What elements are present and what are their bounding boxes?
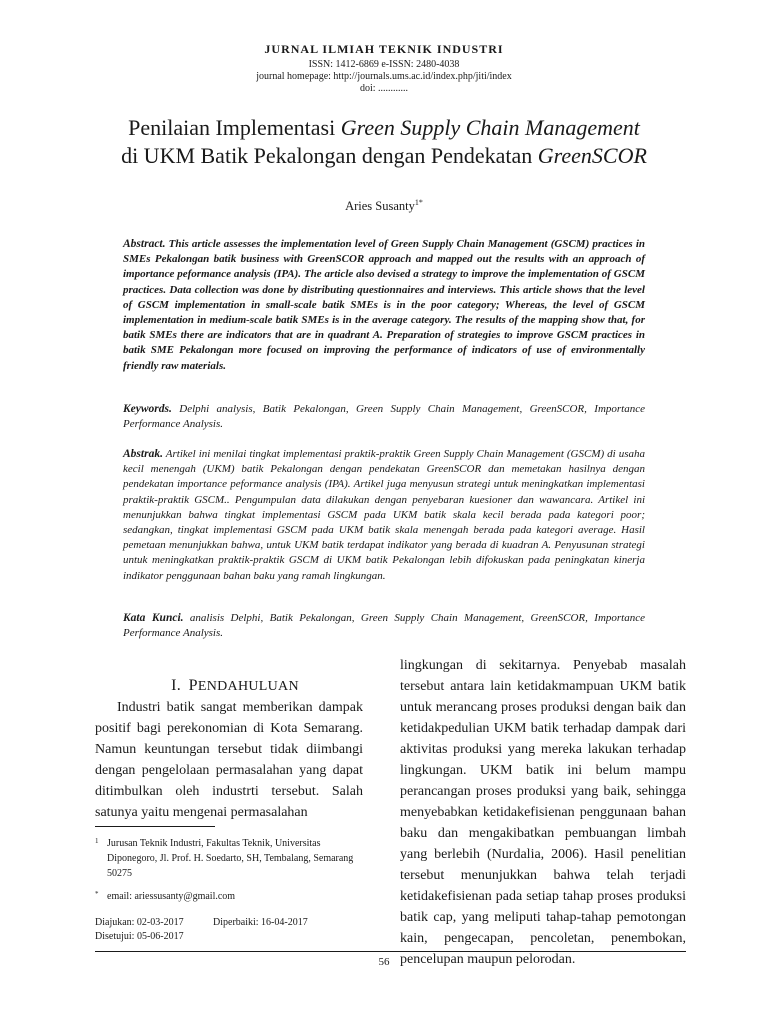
- footnote-affiliation: 1 Jurusan Teknik Industri, Fakultas Teknik, Universitas Diponegoro, Jl. Prof. H. Soedarto, SH, Tembalang, Semarang 50275: [95, 837, 354, 879]
- page-footer-rule: [95, 951, 686, 952]
- footnote-email: * email: ariessusanty@gmail.com: [95, 890, 236, 902]
- journal-name: JURNAL ILMIAH TEKNIK INDUSTRI: [264, 42, 504, 56]
- body-text-right: lingkungan di sekitarnya. Penyebab masalah tersebut antara lain ketidakmampuan UKM batik untuk merancang proses produksi dengan baik dan ketidakpedulian UKM batik terhadap dampak dari aktivitas produksi yang mereka lakukan terhadap lingkungan. UKM batik ini belum mampu perancangan proses produksi yang baik, sehingga menyebabkan ketidakefisienan penggunaan bahan baku dan mengakibatkan pembuangan limbah yang berlebih (Nurdalia, 2006). Hasil penelitian tersebut menunjukkan bahwa telah terjadi ketidakefisienan pada setiap tahap proses produksi batik cap, yang meliputi tahap-tahap pemotongan kain, pengecapan, pencoletan, penembokan, pencelupan maupun pelorodan.: [400, 658, 686, 967]
- author: Aries Susanty$^{1*}$: [345, 198, 423, 214]
- abstract-indonesian: Abstrak. Artikel ini menilai tingkat implementasi praktik-praktik Green Supply Chain Management (GSCM) di usaha kecil menengah (UKM) batik Pekalongan dengan pendekatan GreenSCOR dan memetakan hasilnya dengan pendekatan importance peformance analysis (IPA). Artikel juga menyusun strategi untuk meningkatkan implementasi praktik-praktik GSCM.. Pengumpulan data dilakukan dengan penyebaran kuesioner dan wawancara. Artikel ini menunjukkan bahwa tingkat implementasi GSCM pada UKM batik skala kecil berada pada kategori poor; sedangkan, tingkat implementasi GSCM pada UKM batik skala menengah berada pada kategori average. Hasil pemetaan menunjukkan bahwa, untuk UKM batik terdapat indikator yang berada di kuadran A. Penyusunan strategi untuk meningkatkan praktik-praktik GSCM di UKM batik Pekalongan lebih difokuskan pada peningkatan kinerja indikator penggunaan bahan baku yang ramah lingkungan.: [123, 448, 645, 582]
- page-number: 56: [378, 956, 390, 968]
- paper-title: Penilaian Implementasi Green Supply Chain Management di UKM Batik Pekalongan dengan Pendekatan GreenSCOR: [121, 115, 647, 168]
- issn-line: ISSN: 1412-6869 e-ISSN: 2480-4038: [308, 59, 460, 70]
- doi-line: doi: ............: [359, 83, 409, 94]
- date-accepted: Disetujui: 05-06-2017: [95, 931, 184, 942]
- body-text-left: Industri batik sangat memberikan dampak positif bagi perekonomian di Kota Semarang. Namun keuntungan tersebut tidak diimbangi dengan pengelolaan permasalahan yang dapat ditimbulkan oleh industrti tersebut. Salah satunya yaitu mengenai permasalahan: [95, 700, 363, 820]
- section-heading-pendahuluan: I. PENDAHULUAN: [171, 677, 299, 694]
- journal-homepage: journal homepage: http://journals.ums.ac.id/index.php/jiti/index: [256, 71, 512, 82]
- keywords-english: Keywords. Delphi analysis, Batik Pekalongan, Green Supply Chain Management, GreenSCOR, Importance Performance Analysis.: [123, 403, 645, 431]
- date-submitted: Diajukan: 02-03-2017: [95, 917, 184, 928]
- abstract-english: Abstract. This article assesses the implementation level of Green Supply Chain Management (GSCM) practices in SMEs Pekalongan batik business with GreenSCOR approach and mapped out the results with an approach of importance peformance analysis (IPA). The article also devised a strategy to improve the implementation of GSCM practices. Data collection was done by distributing questionnaires and interviews. This article shows that the level of GSCM implementation in small-scale batik SMEs is in the poor category; Whereas, the level of GSCM implementation in medium-scale batik SMEs is in the average category. The results of the mapping show that, for batik SMEs there are indicators that are in quadrant A. Preparation of strategies to improve GSCM practices in batik SME Pekalongan more focused on improving the performance of indicators of use of environmentally friendly raw materials.: [123, 238, 645, 372]
- date-revised: Diperbaiki: 16-04-2017: [213, 917, 308, 928]
- keywords-indonesian: Kata Kunci. analisis Delphi, Batik Pekalongan, Green Supply Chain Management, GreenSCOR, Importance Performance Analysis.: [123, 612, 645, 640]
- footnote-rule: [95, 826, 215, 827]
